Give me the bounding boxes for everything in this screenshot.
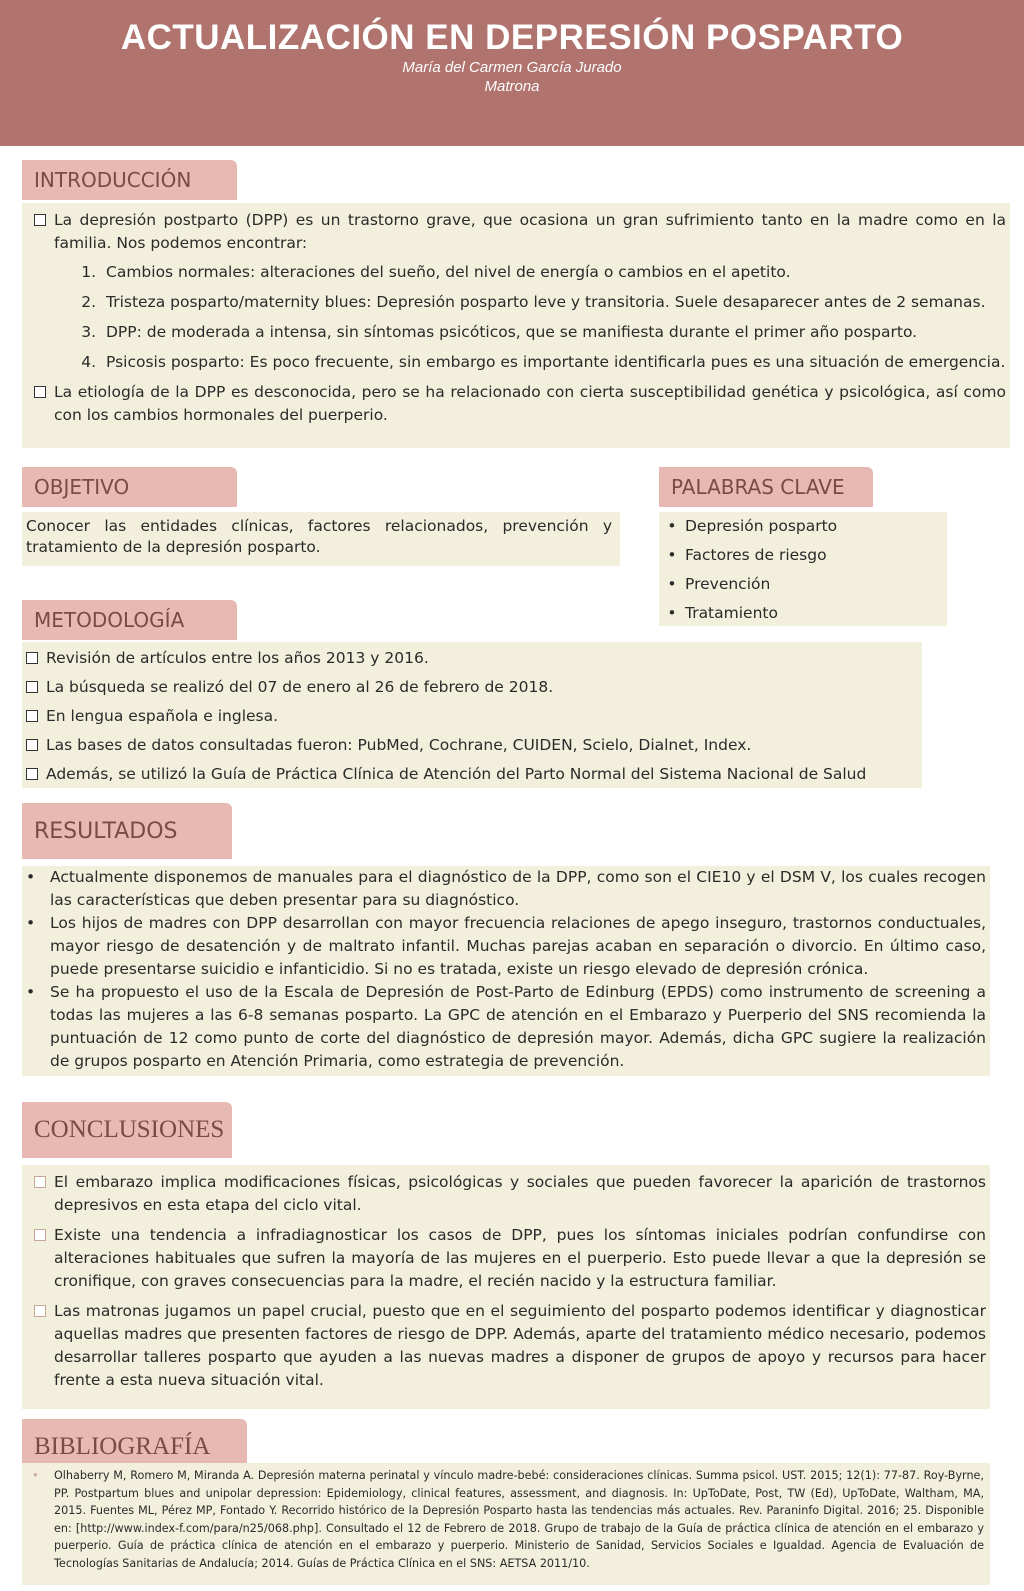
introduccion-paragraph-1: La depresión postparto (DPP) es un trastorno grave, que ocasiona un gran sufrimiento tanto en la madre como en la familia. Nos podemos encontrar: [34, 209, 1006, 255]
poster-header [0, 0, 1024, 146]
checkbox-bullet-icon [26, 652, 38, 664]
list-item: 3. DPP: de moderada a intensa, sin síntomas psicóticos, que se manifiesta durante el primer año posparto. [81, 323, 918, 341]
palabras-clave-heading: PALABRAS CLAVE [659, 467, 873, 507]
checkbox-bullet-icon [34, 1229, 46, 1241]
list-item: 2. Tristeza posparto/maternity blues: Depresión posparto leve y transitoria. Suele desaparecer antes de 2 semanas. [81, 293, 986, 311]
metodologia-panel [22, 642, 922, 788]
author-role: Matrona [484, 78, 540, 95]
list-item: La búsqueda se realizó del 07 de enero al 26 de febrero de 2018. [26, 673, 922, 702]
list-item: • Tratamiento [667, 604, 778, 622]
list-item: • Se ha propuesto el uso de la Escala de Depresión de Post-Parto de Edinburg (EPDS) como instrumento de screening a todas las mujeres a las 6-8 semanas posparto. La GPC de atención en el Embarazo y Puerperio del SNS recomienda la puntuación de 12 como punto de corte del diagnóstico de depresión mayor. Además, dicha GPC sugiere la realización de grupos posparto en Atención Primaria, como estrategia de prevención. [26, 983, 986, 1070]
objetivo-heading: OBJETIVO [22, 467, 237, 507]
checkbox-bullet-icon [34, 386, 46, 398]
palabras-clave-panel [659, 512, 947, 626]
bibliografia-panel [22, 1463, 990, 1585]
list-item: En lengua española e inglesa. [26, 702, 922, 731]
bibliografia-heading: BIBLIOGRAFÍA [22, 1419, 247, 1463]
list-item: • Los hijos de madres con DPP desarrollan con mayor frecuencia relaciones de apego inseguro, trastornos conductuales, mayor riesgo de desatención y de maltrato infantil. Muchas parejas acaban en separación o divorcio. En último caso, puede presentarse suicidio e infanticidio. Si no es tratada, existe un riesgo elevado de depresión crónica. [26, 914, 986, 978]
checkbox-bullet-icon [34, 1176, 46, 1188]
resultados-heading: RESULTADOS [22, 803, 232, 859]
introduccion-paragraph-2: La etiología de la DPP es desconocida, pero se ha relacionado con cierta susceptibilidad genética y psicológica, así como con los cambios hormonales del puerperio. [34, 381, 1006, 427]
checkbox-bullet-icon [34, 1305, 46, 1317]
list-item: Las matronas jugamos un papel crucial, puesto que en el seguimiento del posparto podemos identificar y diagnosticar aquellas madres que presenten factores de riesgo de DPP. Además, aparte del tratamiento médico necesario, podemos desarrollar talleres posparto que ayuden a las nuevas madres a disponer de grupos de apoyo y recursos para hacer frente a esta nueva situación vital. [34, 1300, 986, 1392]
checkbox-bullet-icon [26, 710, 38, 722]
introduccion-list [34, 261, 1006, 374]
conclusiones-heading: CONCLUSIONES [22, 1102, 232, 1158]
list-item: • Olhaberry M, Romero M, Miranda A. Depresión materna perinatal y vínculo madre-bebé: consideraciones clínicas. Summa psicol. UST. 2015; 12(1): 77-87. Roy-Byrne, PP. Postpartum blues and unipolar depression: Epidemiology, clinical features, assessment, and diagnosis. In: UpToDate, Post, TW (Ed), UpToDate, Waltham, MA, 2015. Fuentes ML, Pérez MP, Fontado Y. Recorrido histórico de la Depresión Posparto hasta las tendencias más actuales. Rev. Paraninfo Digital. 2016; 25. Disponible en: [http://www.index-f.com/para/n25/068.php]. Consultado el 12 de Febrero de 2018. Grupo de trabajo de la Guía de práctica clínica de atención en el embarazo y puerperio. Guía de práctica clínica de atención en el embarazo y puerperio. Ministerio de Sanidad, Servicios Sociales e Igualdad. Agencia de Evaluación de Tecnologías Sanitarias de Andalucía; 2014. Guías de Práctica Clínica en el SNS: AETSA 2011/10. [32, 1469, 984, 1570]
checkbox-bullet-icon [26, 739, 38, 751]
list-item: Existe una tendencia a infradiagnosticar los casos de DPP, pues los síntomas iniciales podrían confundirse con alteraciones habituales que sufren la mayoría de las mujeres en el puerperio. Esto puede llevar a que la depresión se cronifique, con graves consecuencias para la madre, el recién nacido y la estructura familiar. [34, 1224, 986, 1293]
list-item: • Prevención [667, 575, 771, 593]
list-item: • Actualmente disponemos de manuales para el diagnóstico de la DPP, como son el CIE10 y el DSM V, los cuales recogen las características que deben presentar para su diagnóstico. [26, 868, 986, 909]
list-item: • Factores de riesgo [667, 546, 827, 564]
resultados-panel [22, 866, 990, 1076]
checkbox-bullet-icon [26, 681, 38, 693]
list-item: Además, se utilizó la Guía de Práctica Clínica de Atención del Parto Normal del Sistema Nacional de Salud [26, 760, 922, 789]
list-item: Revisión de artículos entre los años 2013 y 2016. [26, 644, 922, 673]
objetivo-text: Conocer las entidades clínicas, factores relacionados, prevención y tratamiento de la depresión posparto. [26, 517, 612, 556]
list-item: • Depresión posparto [667, 517, 838, 535]
poster-title: ACTUALIZACIÓN EN DEPRESIÓN POSPARTO [120, 18, 904, 57]
keyword-list [659, 512, 947, 628]
introduccion-panel [22, 203, 1010, 448]
conclusiones-panel [22, 1165, 990, 1409]
objetivo-panel [22, 512, 620, 566]
checkbox-bullet-icon [34, 214, 46, 226]
introduccion-heading: INTRODUCCIÓN [22, 160, 237, 200]
author-name: María del Carmen García Jurado [402, 59, 622, 76]
list-item: El embarazo implica modificaciones físicas, psicológicas y sociales que pueden favorecer la aparición de trastornos depresivos en esta etapa del ciclo vital. [34, 1171, 986, 1217]
list-item: 1. Cambios normales: alteraciones del sueño, del nivel de energía o cambios en el apetito. [81, 263, 791, 281]
list-item: Las bases de datos consultadas fueron: PubMed, Cochrane, CUIDEN, Scielo, Dialnet, Index. [26, 731, 922, 760]
list-item: 4. Psicosis posparto: Es poco frecuente, sin embargo es importante identificarla pues es una situación de emergencia. [81, 353, 1006, 371]
checkbox-bullet-icon [26, 768, 38, 780]
metodologia-heading: METODOLOGÍA [22, 600, 237, 640]
